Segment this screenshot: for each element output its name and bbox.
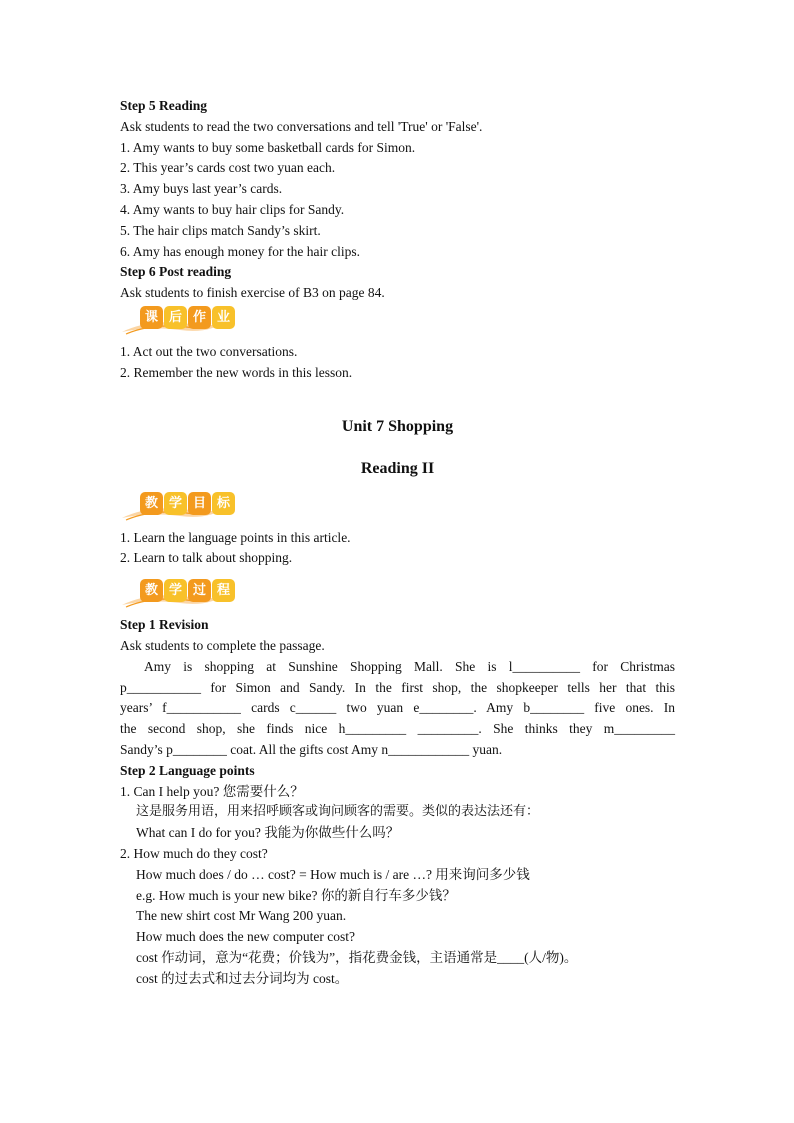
banner-char: 教 [140, 579, 163, 602]
language-point: 这是服务用语，用来招呼顾客或询问顾客的需要。类似的表达法还有： [136, 804, 540, 820]
unit-title: Unit 7 Shopping [341, 417, 454, 435]
homework-banner [120, 306, 675, 336]
banner-char: 教 [140, 492, 163, 515]
language-point: How much does the new computer cost? [136, 929, 355, 945]
banner-char: 课 [140, 306, 163, 329]
banner-char: 学 [164, 579, 187, 602]
passage-line: p___________ for Simon and Sandy. In the first shop, the shopkeeper tells her that this [120, 679, 675, 695]
language-point: The new shirt cost Mr Wang 200 yuan. [136, 908, 347, 924]
list-item: 5. The hair clips match Sandy’s skirt. [120, 222, 321, 238]
language-point: cost 作动词，意为“花费；价钱为”，指花费金钱，主语通常是____(人/物)。 [136, 949, 578, 965]
banner-char: 标 [212, 492, 235, 515]
objectives-banner [120, 492, 675, 522]
step6-text: Ask students to finish exercise of B3 on page 84. [120, 285, 385, 301]
list-item: 1. Learn the language points in this article. [120, 529, 351, 545]
banner-char: 学 [164, 492, 187, 515]
process-banner [120, 579, 675, 609]
language-point: 1. Can I help you? 您需要什么？ [120, 783, 304, 799]
passage-line: Sandy’s p________ coat. All the gifts cost Amy n____________ yuan. [120, 741, 503, 757]
language-point: e.g. How much is your new bike? 你的新自行车多少钱？ [136, 887, 456, 903]
list-item: 4. Amy wants to buy hair clips for Sandy. [120, 201, 345, 217]
step6-title: Step 6 Post reading [120, 264, 232, 280]
document-page [120, 96, 675, 990]
step1-intro: Ask students to complete the passage. [120, 637, 325, 653]
list-item: 2. Learn to talk about shopping. [120, 550, 293, 566]
banner-char: 目 [188, 492, 211, 515]
list-item: 2. This year’s cards cost two yuan each. [120, 160, 336, 176]
banner-char: 过 [188, 579, 211, 602]
banner-char: 程 [212, 579, 235, 602]
banner-char: 后 [164, 306, 187, 329]
language-point: What can I do for you? 我能为你做些什么吗？ [136, 825, 400, 841]
step2-title: Step 2 Language points [120, 762, 255, 778]
lesson-title: Reading II [360, 459, 435, 477]
language-point: cost 的过去式和过去分词均为 cost。 [136, 970, 349, 986]
passage-line: Amy is shopping at Sunshine Shopping Mall. She is l__________ for Christmas [144, 658, 675, 674]
list-item: 3. Amy buys last year’s cards. [120, 181, 283, 197]
step5-title: Step 5 Reading [120, 98, 208, 113]
step5-intro: Ask students to read the two conversations and tell 'True' or 'False'. [120, 118, 483, 134]
banner-char: 业 [212, 306, 235, 329]
list-item: 1. Amy wants to buy some basketball cards for Simon. [120, 139, 416, 155]
language-point: How much does / do … cost? = How much is / are …? 用来询问多少钱 [136, 866, 530, 882]
list-item: 1. Act out the two conversations. [120, 343, 298, 359]
passage-line: the second shop, she finds nice h_________ _________. She thinks they m_________ [120, 721, 675, 737]
step1-title: Step 1 Revision [120, 617, 209, 633]
banner-char: 作 [188, 306, 211, 329]
language-point: 2. How much do they cost? [120, 845, 268, 861]
passage-line: years’ f___________ cards c______ two yuan e________. Amy b________ five ones. In [120, 700, 675, 716]
list-item: 2. Remember the new words in this lesson. [120, 364, 353, 380]
list-item: 6. Amy has enough money for the hair clips. [120, 243, 360, 259]
